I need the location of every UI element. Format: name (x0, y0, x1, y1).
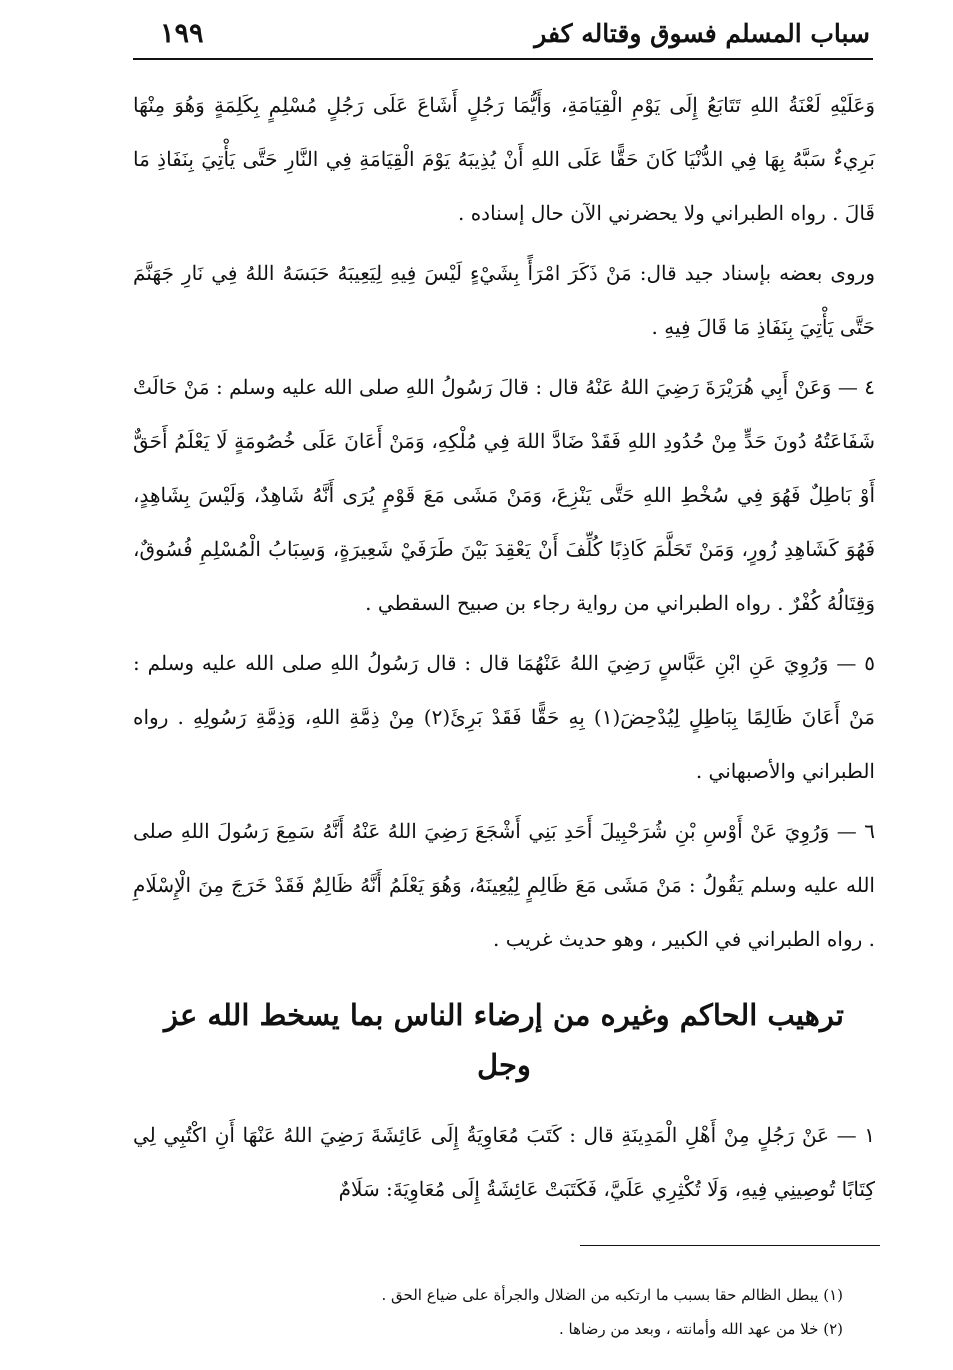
paragraph-hadith-6: ٦ — وَرُوِيَ عَنْ أَوْسِ بْنِ شُرَحْبِيلَ أَحَدِ بَنِي أَشْجَعَ رَضِيَ اللهُ عَنْهُ أَنَّهُ سَمِعَ رَسُولَ اللهِ صلى الله عليه وسلم يَقُولُ : مَنْ مَشَى مَعَ ظَالِمٍ لِيُعِينَهُ، وَهُوَ يَعْلَمُ أَنَّهُ ظَالِمٌ فَقَدْ خَرَجَ مِنَ الْإِسْلَامِ . رواه الطبراني في الكبير ، وهو حديث غريب . (133, 819, 875, 951)
running-header (130, 14, 870, 60)
footnote-1: (١) يبطل الظالم حقا بسبب ما ارتكبه من الضلال والجرأة على ضياع الحق . (381, 1286, 843, 1304)
footnote-rule (580, 1245, 880, 1246)
running-title: سباب المسلم فسوق وقتاله كفر (534, 19, 870, 48)
paragraph-hadith-5: ٥ — وَرُوِيَ عَنِ ابْنِ عَبَّاسٍ رَضِيَ اللهُ عَنْهُمَا قال : قال رَسُولُ اللهِ صلى الله عليه وسلم : مَنْ أَعَانَ ظَالِمًا بِبَاطِلٍ لِيُدْحِضَ(١) بِهِ حَقًّا فَقَدْ بَرِئَ(٢) مِنْ ذِمَّةِ اللهِ، وَذِمَّةِ رَسُولِهِ . رواه الطبراني والأصبهاني . (133, 651, 875, 783)
paragraph-hadith-3-end: وَعَلَيْهِ لَعْنَةُ اللهِ تَتَابَعُ إِلَى يَوْمِ الْقِيَامَةِ، وَأَيُّمَا رَجُلٍ أَشَاعَ عَلَى رَجُلٍ مُسْلِمٍ بِكَلِمَةٍ وَهُوَ مِنْهَا بَرِيءٌ سَبَّهُ بِهَا فِي الدُّنْيَا كَانَ حَقًّا عَلَى اللهِ أَنْ يُذِيبَهُ يَوْمَ الْقِيَامَةِ فِي النَّارِ حَتَّى يَأْتِيَ بِنَفَاذِ مَا قَالَ . رواه الطبراني ولا يحضرني الآن حال إسناده . (133, 93, 875, 225)
header-rule (133, 58, 873, 60)
paragraph-alternate-narration: وروى بعضه بإسناد جيد قال: مَنْ ذَكَرَ امْرَأً بِشَيْءٍ لَيْسَ فِيهِ لِيَعِيبَهُ حَبَسَهُ اللهُ فِي نَارِ جَهَنَّمَ حَتَّى يَأْتِيَ بِنَفَاذِ مَا قَالَ فِيهِ . (133, 261, 875, 339)
chapter-heading: ترهيب الحاكم وغيره من إرضاء الناس بما يسخط الله عز وجل (164, 998, 844, 1082)
footnote-2: (٢) خلا من عهد الله وأمانته ، وبعد من رضاها . (559, 1320, 843, 1338)
main-text (133, 78, 875, 1216)
footnotes (133, 1278, 843, 1346)
page-number: ١٩٩ (160, 18, 204, 49)
paragraph-hadith-4: ٤ — وَعَنْ أَبِي هُرَيْرَةَ رَضِيَ اللهُ عَنْهُ قال : قالَ رَسُولُ اللهِ صلى الله عليه وسلم : مَنْ حَالَتْ شَفَاعَتُهُ دُونَ حَدٍّ مِنْ حُدُودِ اللهِ فَقَدْ ضَادَّ اللهَ فِي مُلْكِهِ، وَمَنْ أَعَانَ عَلَى خُصُومَةٍ لَا يَعْلَمُ أَحَقٌّ أَوْ بَاطِلٌ فَهُوَ فِي سُخْطِ اللهِ حَتَّى يَنْزِعَ، وَمَنْ مَشَى مَعَ قَوْمٍ يُرَى أَنَّهُ شَاهِدٌ، وَلَيْسَ بِشَاهِدٍ، فَهُوَ كَشَاهِدِ زُورٍ، وَمَنْ تَحَلَّمَ كَاذِبًا كُلِّفَ أَنْ يَعْقِدَ بَيْنَ طَرَفَيْ شَعِيرَةٍ، وَسِبَابُ الْمُسْلِمِ فُسُوقٌ، وَقِتَالُهُ كُفْرٌ . رواه الطبراني من رواية رجاء بن صبيح السقطي . (133, 375, 876, 615)
paragraph-chapter-hadith-1: ١ — عَنْ رَجُلٍ مِنْ أَهْلِ الْمَدِينَةِ قال : كَتَبَ مُعَاوِيَةُ إِلَى عَائِشَةَ رَضِيَ اللهُ عَنْهَا أَنِ اكْتُبِي لِي كِتَابًا تُوصِينِي فِيهِ، وَلَا تُكْثِرِي عَلَيَّ، فَكَتَبَتْ عَائِشَةُ إِلَى مُعَاوِيَةَ: سَلَامٌ (133, 1123, 875, 1201)
